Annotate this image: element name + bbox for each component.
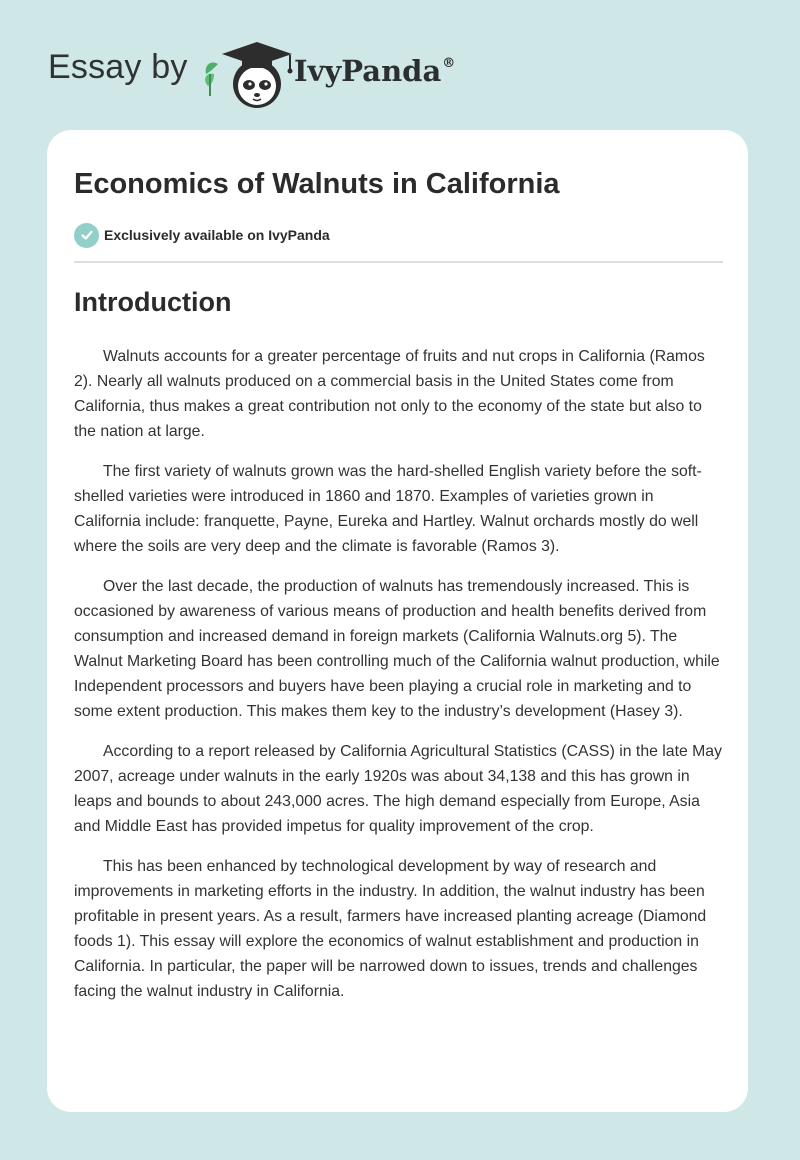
paragraph: Over the last decade, the production of walnuts has tremendously increased. This is occasioned by awareness of various means of production and health benefits derived from consumption and increased demand in foreign markets (California Walnuts.org 5). The Walnut Marketing Board has been controlling much of the California walnut production, while Independent processors and buyers have been playing a crucial role in marketing and to some extent production. This makes them key to the industry’s development (Hasey 3).	[74, 578, 720, 720]
paragraph: The first variety of walnuts grown was the hard-shelled English variety before the soft-shelled varieties were introduced in 1860 and 1870. Examples of varieties grown in California include: franquette, Payne, Eureka and Hartley. Walnut orchards mostly do well where the soils are very deep and the climate is favorable (Ramos 3).	[74, 463, 702, 555]
panda-logo-icon[interactable]	[200, 34, 300, 110]
brand-name[interactable]	[294, 54, 455, 88]
essay-by-label: Essay by	[48, 48, 188, 86]
paragraph: According to a report released by California Agricultural Statistics (CASS) in the late May 2007, acreage under walnuts in the early 1920s was about 34,138 and this has grown in leaps and bounds to about 243,000 acres. The high demand especially from Europe, Asia and Middle East has provided impetus for quality improvement of the crop.	[74, 743, 722, 835]
site-header	[48, 34, 548, 114]
exclusive-badge	[74, 222, 330, 248]
exclusive-badge-label: Exclusively available on IvyPanda	[104, 227, 330, 243]
leaf-icon	[205, 62, 218, 96]
brand-text: IvyPanda	[294, 54, 442, 88]
registered-mark: ®	[442, 56, 456, 71]
essay-body	[74, 344, 723, 1019]
paragraph: This has been enhanced by technological development by way of research and improvements in marketing efforts in the industry. In addition, the walnut industry has been profitable in present years. As a result, farmers have increased planting acreage (Diamond foods 1). This essay will explore the economics of walnut establishment and production in California. In particular, the paper will be narrowed down to issues, trends and challenges facing the walnut industry in California.	[74, 858, 707, 1000]
section-heading: Introduction	[74, 287, 232, 317]
title-divider	[74, 261, 723, 263]
paragraph: Walnuts accounts for a greater percentage of fruits and nut crops in California (Ramos 2). Nearly all walnuts produced on a commercial basis in the United States come from California, thus makes a great contribution not only to the economy of the state but also to the nation at large.	[74, 348, 705, 440]
check-icon	[74, 223, 99, 248]
essay-title: Economics of Walnuts in California	[74, 168, 560, 200]
essay-card	[47, 130, 748, 1112]
